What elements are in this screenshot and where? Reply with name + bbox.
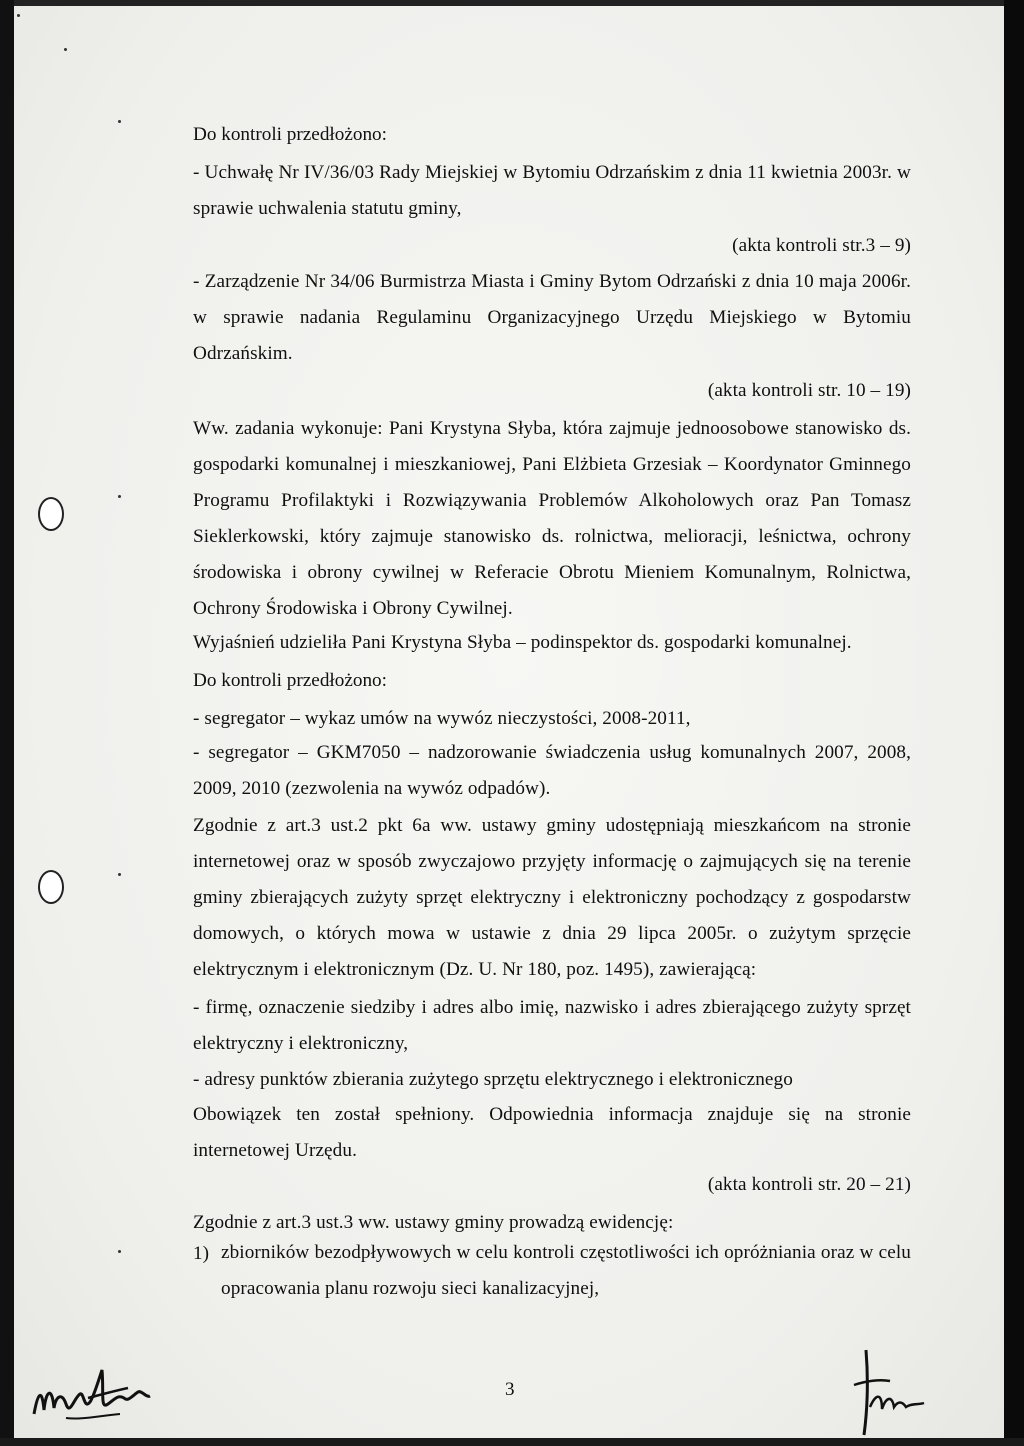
item-resolution: - Uchwałę Nr IV/36/03 Rady Miejskiej w Bytomiu Odrzańskim z dnia 11 kwietnia 2003r. w sprawie uchwalenia statutu gminy, bbox=[193, 162, 911, 219]
paragraph-staff: Ww. zadania wykonuje: Pani Krystyna Słyba, która zajmuje jednoosobowe stanowisko ds. gospodarki komunalnej i mieszkaniowej, Pani Elżbieta Grzesiak – Koordynator Gminnego Programu Profilaktyki i Rozwiązywania Problemów Alkoholowych oraz Pan Tomasz Sieklerkowski, który zajmuje stanowisko ds. rolnictwa, melioracji, leśnictwa, ochrony środowiska i obrony cywilnej w Referacie Obrotu Mieniem Komunalnym, Rolnictwa, Ochrony Środowiska i Obrony Cywilnej. bbox=[193, 418, 911, 619]
scan-speck bbox=[118, 1250, 121, 1253]
scan-speck bbox=[118, 873, 121, 876]
scan-speck bbox=[17, 14, 20, 17]
paragraph-obligation: Obowiązek ten został spełniony. Odpowiednia informacja znajduje się na stronie internetowej Urzędu. bbox=[193, 1104, 911, 1161]
signature-left bbox=[28, 1352, 158, 1442]
punch-hole-top bbox=[38, 497, 64, 531]
heading-submitted-2: Do kontroli przedłożono: bbox=[193, 670, 387, 691]
ref-akta-3: (akta kontroli str. 20 – 21) bbox=[707, 1174, 911, 1195]
item-firm: - firmę, oznaczenie siedziby i adres albo imię, nazwisko i adres zbierającego zużyty sprzęt elektryczny i elektroniczny, bbox=[193, 997, 911, 1054]
paragraph-article-3-3: Zgodnie z art.3 ust.3 ww. ustawy gminy prowadzą ewidencję: bbox=[193, 1212, 674, 1233]
item-binder-contracts: - segregator – wykaz umów na wywóz nieczystości, 2008-2011, bbox=[193, 708, 691, 729]
item-addresses: - adresy punktów zbierania zużytego sprzętu elektrycznego i elektronicznego bbox=[193, 1069, 793, 1090]
heading-submitted-1: Do kontroli przedłożono: bbox=[193, 124, 387, 145]
paragraph-explanations: Wyjaśnień udzieliła Pani Krystyna Słyba – podinspektor ds. gospodarki komunalnej. bbox=[193, 632, 852, 653]
paragraph-article-3-2: Zgodnie z art.3 ust.2 pkt 6a ww. ustawy gminy udostępniają mieszkańcom na stronie internetowej oraz w sposób zwyczajowo przyjęty informację o zajmujących się na terenie gminy zbierających zużyty sprzęt elektryczny i elektroniczny pochodzący z gospodarstw domowych, o których mowa w ustawie z dnia 29 lipca 2005r. o zużytym sprzęcie elektrycznym i elektronicznym (Dz. U. Nr 180, poz. 1495), zawierającą: bbox=[193, 815, 911, 980]
ref-akta-1: (akta kontroli str.3 – 9) bbox=[732, 235, 911, 256]
item-ordinance: - Zarządzenie Nr 34/06 Burmistrza Miasta i Gminy Bytom Odrzański z dnia 10 maja 2006r. w sprawie nadania Regulaminu Organizacyjnego Urzędu Miejskiego w Bytomiu Odrzańskim. bbox=[193, 271, 911, 364]
scan-speck bbox=[118, 120, 121, 123]
list-item-1: zbiorników bezodpływowych w celu kontroli częstotliwości ich opróżniania oraz w celu opracowania planu rozwoju sieci kanalizacyjnej, bbox=[221, 1242, 911, 1299]
punch-hole-bottom bbox=[38, 870, 64, 904]
scan-edge-left bbox=[0, 0, 14, 1446]
list-number-1: 1) bbox=[193, 1243, 209, 1264]
signature-right bbox=[846, 1345, 936, 1440]
ref-akta-2: (akta kontroli str. 10 – 19) bbox=[707, 380, 911, 401]
scan-speck bbox=[64, 48, 67, 51]
item-binder-gkm: - segregator – GKM7050 – nadzorowanie świadczenia usług komunalnych 2007, 2008, 2009, 2010 (zezwolenia na wywóz odpadów). bbox=[193, 742, 911, 799]
scan-edge-top bbox=[0, 0, 1024, 6]
scan-edge-right bbox=[1004, 0, 1024, 1446]
page-number: 3 bbox=[505, 1379, 515, 1400]
scan-speck bbox=[118, 495, 121, 498]
